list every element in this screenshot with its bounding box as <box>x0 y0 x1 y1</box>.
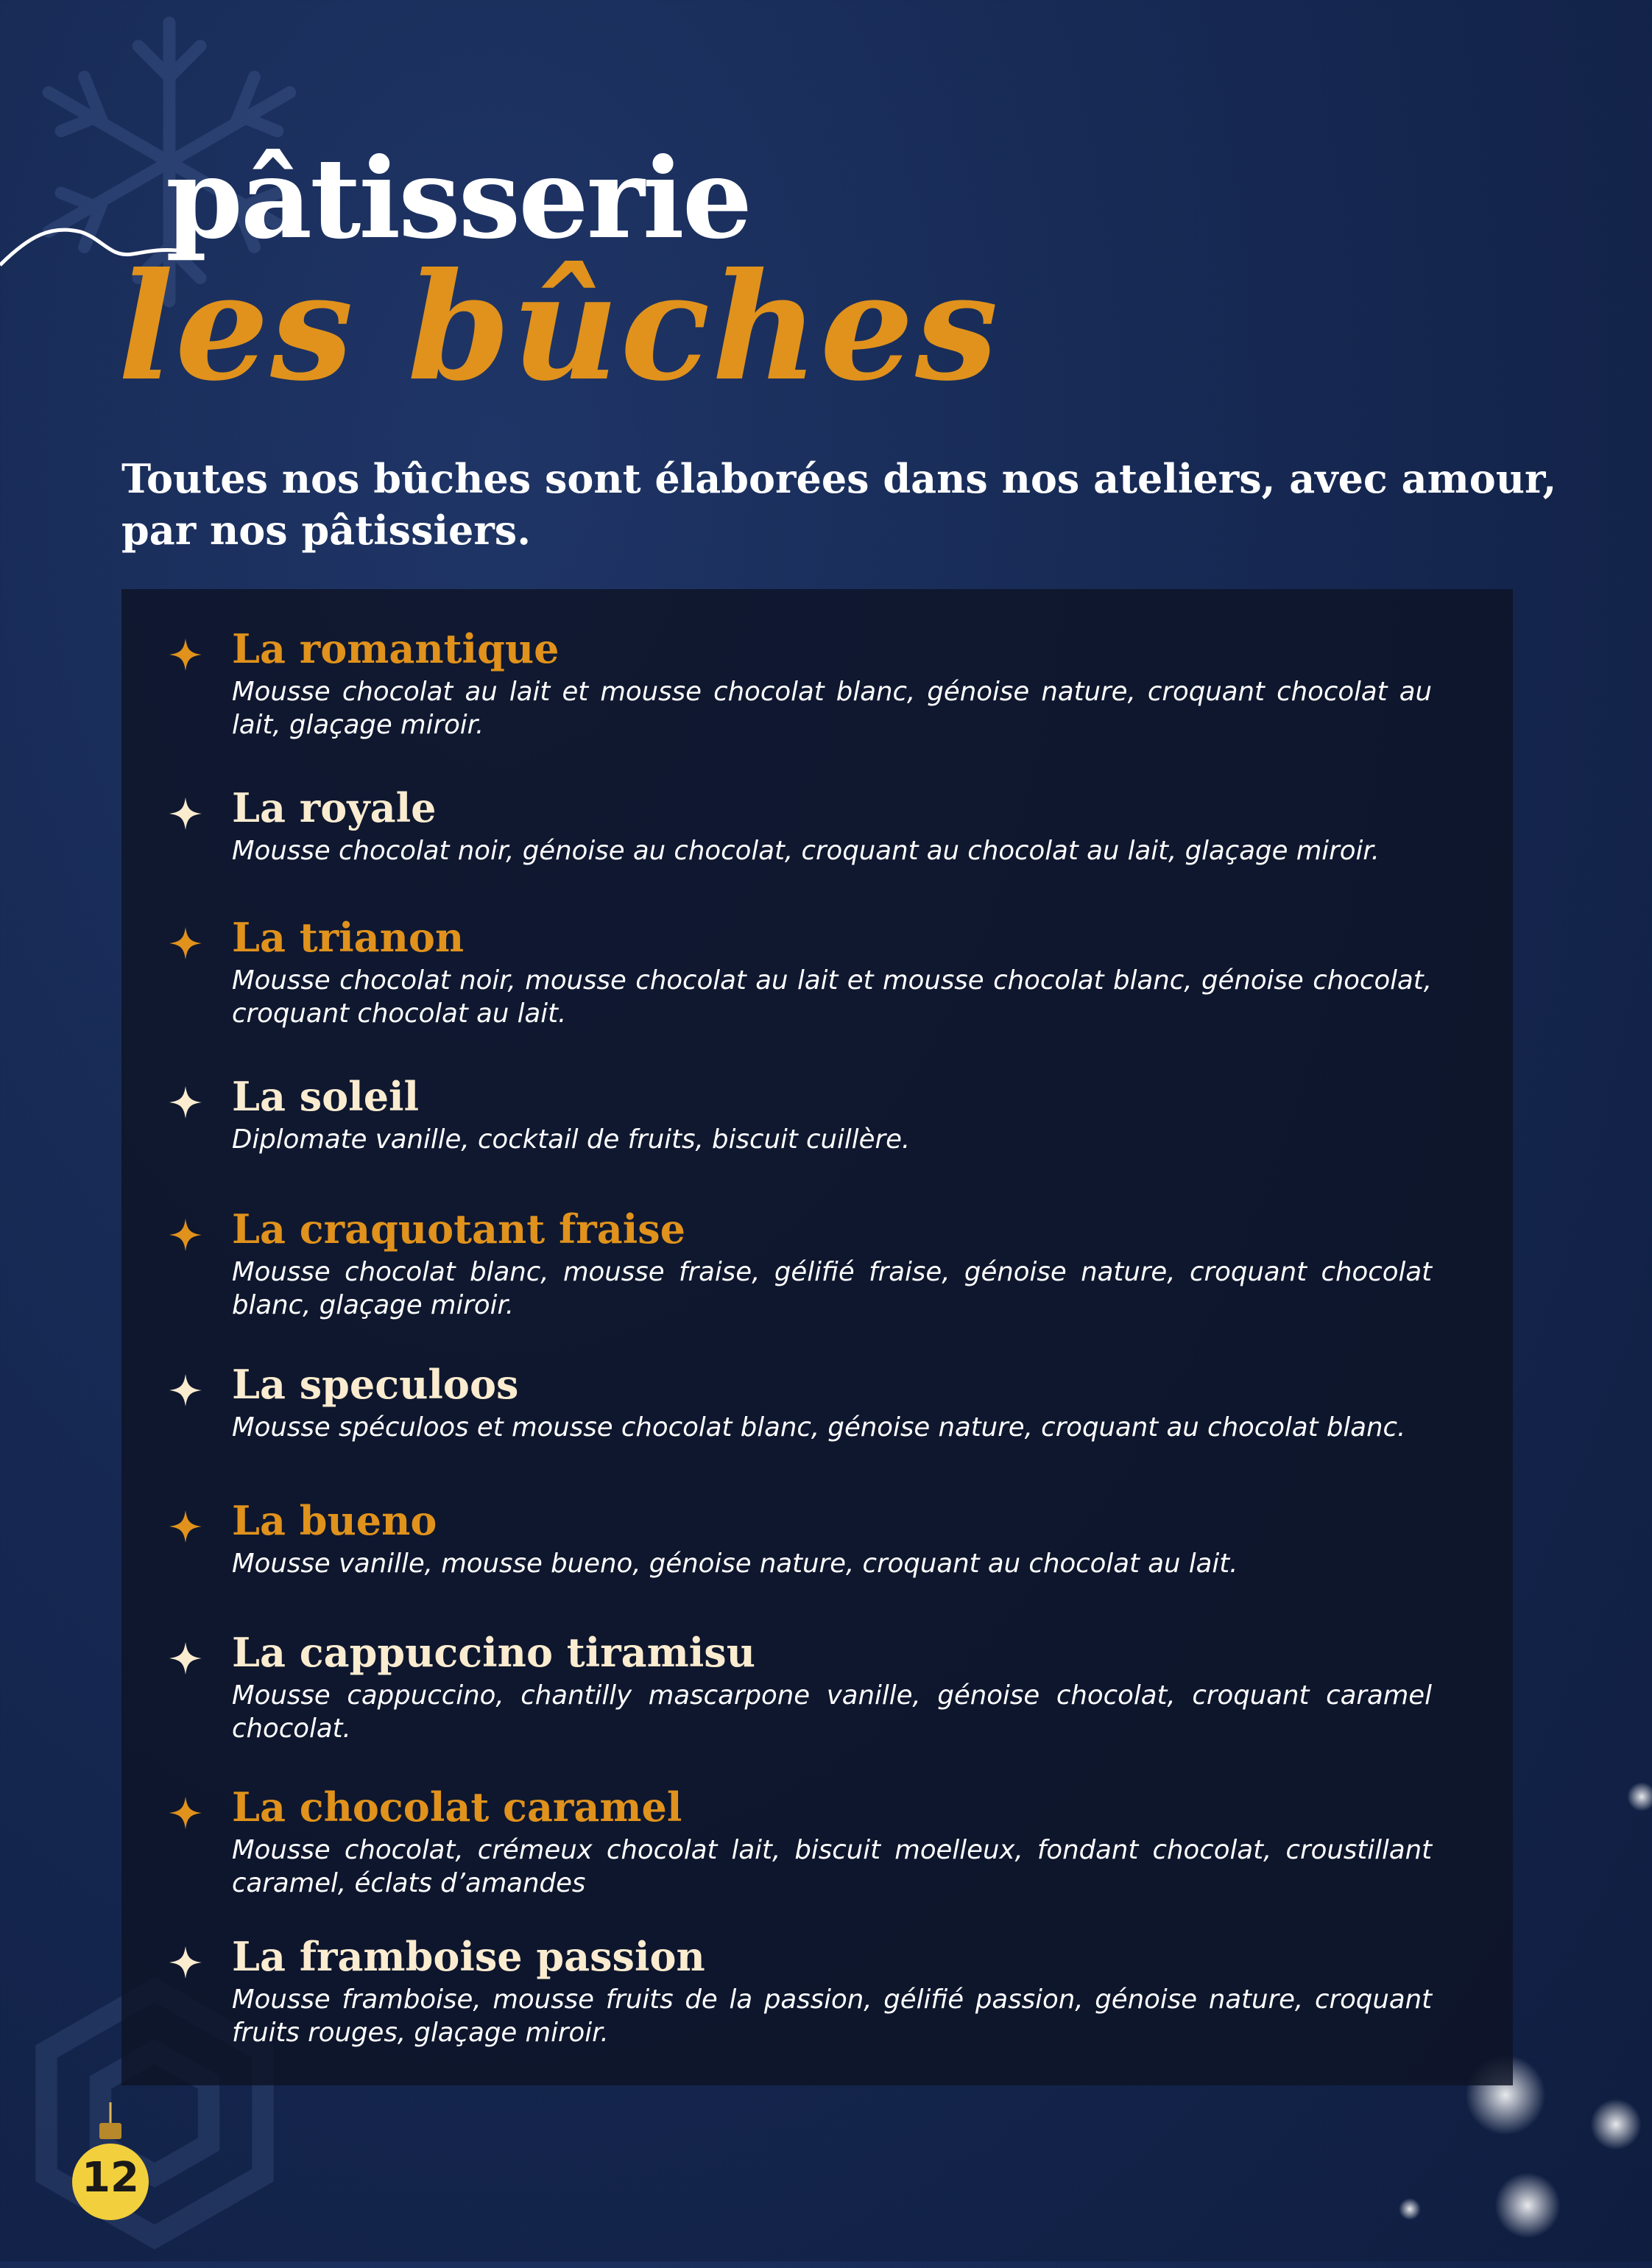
item-description: Mousse spéculoos et mousse chocolat blanc, génoise nature, croquant au chocolat blanc. <box>232 1412 1406 1443</box>
page-title: pâtisserie <box>166 134 751 264</box>
four-point-star-icon <box>169 1510 202 1543</box>
four-point-star-icon <box>169 1797 202 1829</box>
page-number: 12 <box>82 2154 139 2202</box>
sparkle-decoration <box>1590 2099 1642 2150</box>
page-subtitle: les bûches <box>118 241 1000 414</box>
item-name: La royale <box>232 784 437 831</box>
item-name: La trianon <box>232 914 465 961</box>
menu-panel <box>121 589 1513 2085</box>
four-point-star-icon <box>169 1374 202 1406</box>
item-name: La bueno <box>232 1497 437 1544</box>
four-point-star-icon <box>169 797 202 830</box>
item-name: La romantique <box>232 625 560 672</box>
item-name: La chocolat caramel <box>232 1783 682 1831</box>
item-name: La framboise passion <box>232 1933 705 1980</box>
item-description: Mousse framboise, mousse fruits de la passion, gélifié passion, génoise nature, croquant fruits rouges, glaçage miroir. <box>232 1984 1432 2048</box>
item-description: Mousse chocolat noir, mousse chocolat au lait et mousse chocolat blanc, génoise chocolat, croquant chocolat au lait. <box>232 965 1432 1029</box>
item-description: Mousse cappuccino, chantilly mascarpone vanille, génoise chocolat, croquant caramel chocolat. <box>232 1680 1432 1744</box>
item-name: La craquotant fraise <box>232 1205 685 1253</box>
sparkle-decoration <box>1627 1782 1652 1811</box>
item-description: Mousse vanille, mousse bueno, génoise nature, croquant au chocolat au lait. <box>232 1549 1238 1579</box>
item-description: Mousse chocolat blanc, mousse fraise, gélifié fraise, génoise nature, croquant chocolat blanc, glaçage miroir. <box>232 1257 1432 1320</box>
four-point-star-icon <box>169 1642 202 1674</box>
four-point-star-icon <box>169 1219 202 1251</box>
four-point-star-icon <box>169 638 202 671</box>
item-description: Mousse chocolat, crémeux chocolat lait, biscuit moelleux, fondant chocolat, croustillant caramel, éclats d’amandes <box>232 1835 1432 1898</box>
item-name: La speculoos <box>232 1361 519 1408</box>
item-description: Mousse chocolat noir, génoise au chocolat, croquant au chocolat au lait, glaçage miroir. <box>232 836 1380 866</box>
sparkle-decoration <box>1399 2198 1421 2220</box>
intro-text: Toutes nos bûches sont élaborées dans nos ateliers, avec amour, par nos pâtissiers. <box>121 455 1557 554</box>
item-description: Mousse chocolat au lait et mousse chocolat blanc, génoise nature, croquant chocolat au lait, glaçage miroir. <box>232 677 1432 740</box>
item-name: La cappuccino tiramisu <box>232 1629 755 1676</box>
sparkle-decoration <box>1494 2172 1561 2239</box>
item-description: Diplomate vanille, cocktail de fruits, biscuit cuillère. <box>232 1124 911 1155</box>
four-point-star-icon <box>169 1946 202 1979</box>
four-point-star-icon <box>169 1086 202 1119</box>
item-name: La soleil <box>232 1073 420 1120</box>
four-point-star-icon <box>169 927 202 959</box>
